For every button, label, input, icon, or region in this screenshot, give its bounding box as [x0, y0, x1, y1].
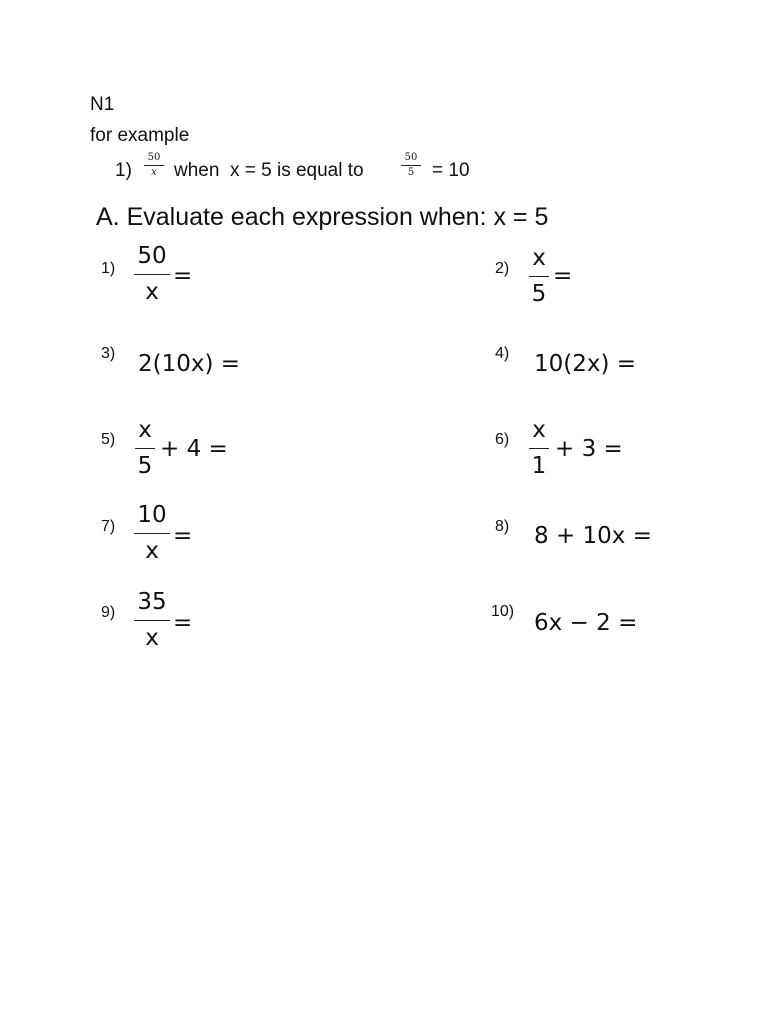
- problem-1-equals: =: [173, 263, 193, 289]
- example-fraction: [144, 153, 164, 178]
- problem-3-number: 3): [101, 345, 116, 362]
- problem-9-denominator: x: [145, 625, 159, 651]
- problem-1-fraction: [134, 245, 170, 304]
- example-result-denominator: 5: [407, 167, 415, 178]
- problem-8-number: 8): [495, 518, 510, 535]
- fraction-bar: [135, 448, 155, 449]
- problem-7-equals: =: [173, 523, 193, 549]
- problem-5-fraction: [135, 419, 155, 478]
- problem-7-numerator: 10: [137, 502, 167, 528]
- problem-1-number: 1): [101, 260, 116, 277]
- example-numerator: 50: [147, 152, 161, 163]
- example-result: = 10: [432, 160, 470, 181]
- problem-5-numerator: x: [138, 417, 152, 443]
- problem-5-tail: + 4 =: [160, 436, 228, 462]
- fraction-bar: [529, 448, 549, 449]
- problem-2-number: 2): [495, 260, 510, 277]
- example-result-numerator: 50: [404, 152, 418, 163]
- problem-7-denominator: x: [145, 538, 159, 564]
- problem-4-expression: 10(2x) =: [534, 351, 637, 377]
- example-number: 1): [115, 160, 132, 181]
- problem-6-denominator: 1: [531, 453, 547, 479]
- problem-2-fraction: [529, 247, 549, 306]
- problem-6-tail: + 3 =: [555, 436, 623, 462]
- problem-7-fraction: [134, 504, 170, 563]
- worksheet-code: N1: [90, 94, 115, 115]
- problem-10-number: 10): [491, 603, 515, 620]
- problem-4-number: 4): [495, 345, 510, 362]
- example-denominator: x: [151, 167, 157, 178]
- problem-5-number: 5): [101, 431, 116, 448]
- problem-9-numerator: 35: [137, 589, 167, 615]
- fraction-bar: [134, 274, 170, 275]
- problem-6-numerator: x: [532, 417, 546, 443]
- problem-8-expression: 8 + 10x =: [534, 523, 652, 549]
- fraction-bar: [529, 276, 549, 277]
- problem-9-number: 9): [101, 604, 116, 621]
- problem-2-denominator: 5: [531, 281, 547, 307]
- example-intro: for example: [90, 125, 190, 146]
- problem-3-expression: 2(10x) =: [138, 351, 241, 377]
- fraction-bar: [144, 165, 164, 166]
- problem-6-number: 6): [495, 431, 510, 448]
- problem-6-fraction: [529, 419, 549, 478]
- problem-1-denominator: x: [145, 279, 159, 305]
- problem-5-denominator: 5: [137, 453, 153, 479]
- problem-2-equals: =: [553, 263, 573, 289]
- fraction-bar: [134, 533, 170, 534]
- problem-7-number: 7): [101, 518, 116, 535]
- example-text: when x = 5 is equal to: [174, 160, 364, 181]
- example-result-fraction: [401, 153, 421, 178]
- problem-9-equals: =: [173, 610, 193, 636]
- problem-2-numerator: x: [532, 245, 546, 271]
- problem-9-fraction: [134, 591, 170, 650]
- fraction-bar: [401, 165, 421, 166]
- problem-1-numerator: 50: [137, 243, 167, 269]
- section-title: A. Evaluate each expression when: x = 5: [96, 203, 549, 231]
- problem-10-expression: 6x − 2 =: [534, 610, 638, 636]
- fraction-bar: [134, 620, 170, 621]
